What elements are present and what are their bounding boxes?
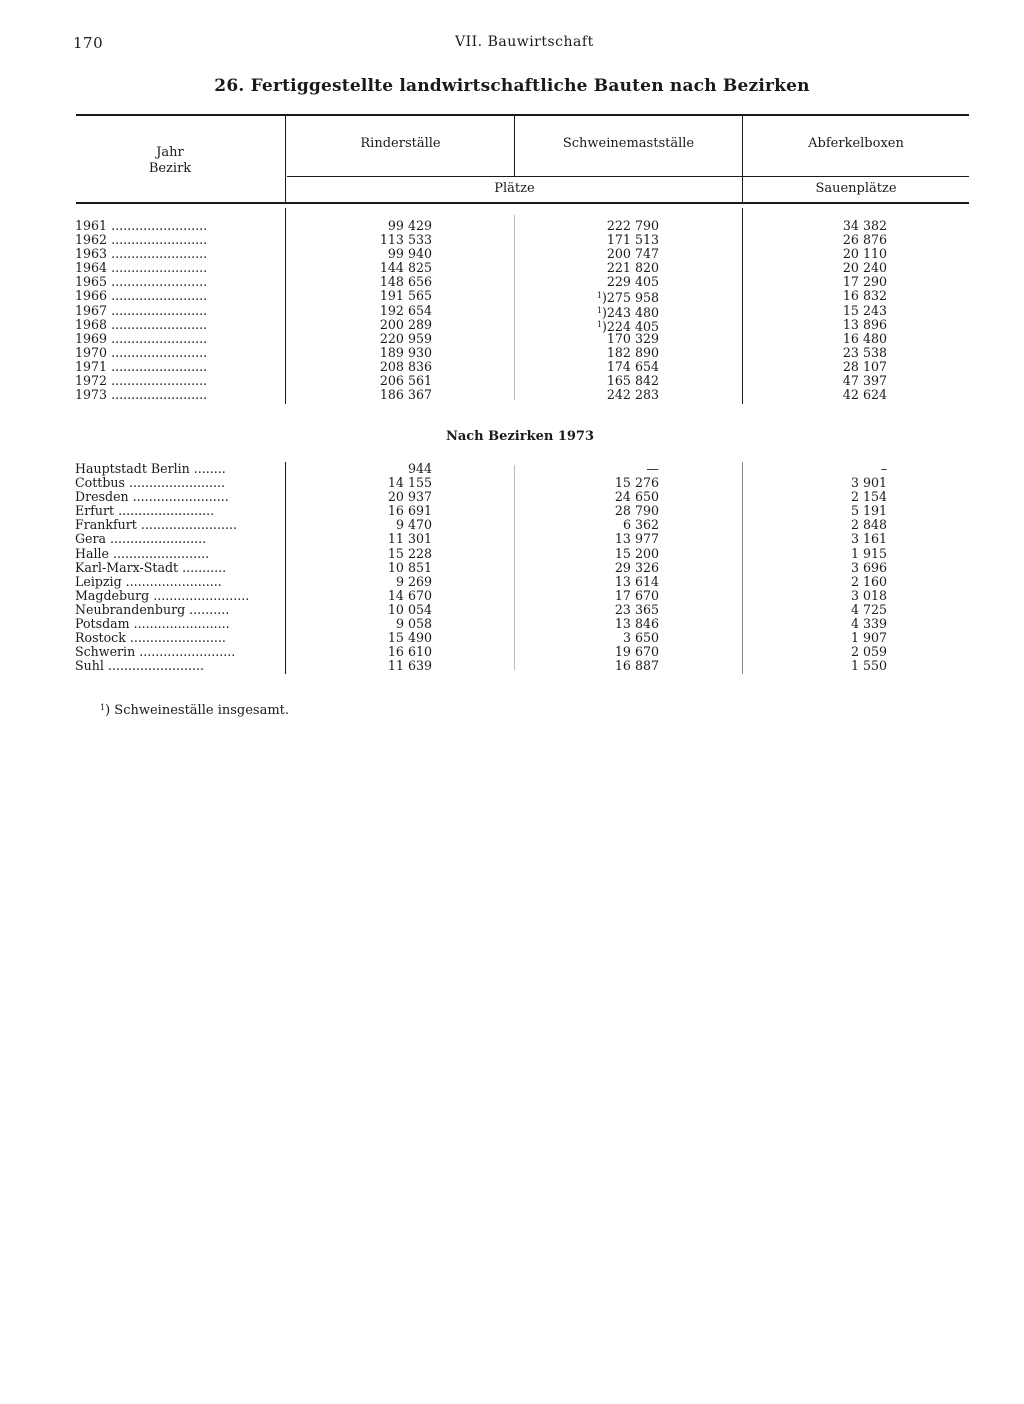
row-label: 1966 ........................: [75, 289, 208, 304]
pig-value: 174 654: [606, 358, 659, 374]
unit-header-places: Plätze: [494, 181, 535, 196]
cattle-value: 14 670: [387, 587, 432, 603]
table-row: [75, 532, 975, 546]
row-label: Potsdam ........................: [75, 617, 230, 632]
cattle-value: 11 639: [387, 658, 432, 674]
cattle-value: 200 289: [379, 316, 432, 332]
footnote-mark: 1: [100, 703, 106, 712]
row-label: 1971 ........................: [75, 359, 208, 374]
pig-value: 221 820: [606, 260, 659, 276]
farrowing-value: 42 624: [842, 387, 887, 403]
farrowing-value: 3 901: [850, 475, 887, 491]
pig-value: 171 513: [606, 232, 659, 248]
page-number: 170: [73, 34, 104, 52]
cattle-value: 14 155: [387, 475, 432, 491]
table-row: [75, 462, 975, 476]
farrowing-value: –: [880, 461, 887, 476]
table-row: [75, 388, 975, 402]
col-header-pig-fattening: Schweinemastställe: [562, 136, 695, 151]
cattle-value: 944: [407, 461, 432, 476]
pig-value: 17 670: [614, 587, 659, 603]
table-row: [75, 561, 975, 575]
districts-block: [75, 462, 975, 673]
table-row: [75, 603, 975, 617]
pig-value: 170 329: [606, 330, 659, 346]
farrowing-value: 5 191: [850, 503, 887, 519]
cattle-value: 220 959: [379, 330, 432, 346]
cattle-value: 9 470: [395, 517, 432, 533]
row-label: Leipzig ........................: [75, 574, 222, 589]
row-label: 1964 ........................: [75, 261, 208, 276]
table-row: [75, 476, 975, 490]
pig-value: 28 790: [614, 503, 659, 519]
row-label: Erfurt ........................: [75, 504, 215, 519]
row-label: 1970 ........................: [75, 345, 208, 360]
farrowing-value: 20 110: [842, 246, 887, 262]
row-label: 1967 ........................: [75, 303, 208, 318]
farrowing-value: 16 832: [842, 288, 887, 304]
row-label: Neubrandenburg ..........: [75, 602, 230, 617]
table-row: [75, 360, 975, 374]
table-title: 26. Fertiggestellte landwirtschaftliche Bauten nach Bezirken: [214, 76, 810, 96]
table-row: [75, 575, 975, 589]
pig-value: 23 365: [614, 601, 659, 617]
row-label: 1968 ........................: [75, 317, 208, 332]
table-row: [75, 504, 975, 518]
footnote-mark: 1: [596, 319, 602, 329]
farrowing-value: 20 240: [842, 260, 887, 276]
table-row: [75, 518, 975, 532]
pig-value: 19 670: [614, 644, 659, 660]
unit-rule: [287, 176, 969, 177]
farrowing-value: 28 107: [842, 358, 887, 374]
cattle-value: 208 836: [379, 358, 432, 374]
row-label: Frankfurt ........................: [75, 518, 237, 533]
cattle-value: 206 561: [379, 373, 432, 389]
row-label: Halle ........................: [75, 546, 210, 561]
table-row: [75, 374, 975, 388]
row-label: 1961 ........................: [75, 219, 208, 233]
farrowing-value: 23 538: [842, 344, 887, 360]
pig-value: 200 747: [606, 246, 659, 262]
pig-value: 3 650: [622, 630, 659, 646]
table-row: [75, 233, 975, 247]
cattle-value: 15 228: [387, 545, 432, 561]
stub-header-district: Bezirk: [148, 161, 192, 176]
row-label: Karl-Marx-Stadt ...........: [75, 560, 227, 575]
row-label: 1965 ........................: [75, 275, 208, 290]
cattle-value: 16 610: [387, 644, 432, 660]
row-label: Gera ........................: [75, 532, 207, 547]
table-row: [75, 617, 975, 631]
table-row: [75, 346, 975, 360]
table-row: [75, 332, 975, 346]
row-label: 1973 ........................: [75, 388, 208, 403]
cattle-value: 20 937: [387, 489, 432, 505]
row-label: 1969 ........................: [75, 331, 208, 346]
cattle-value: 113 533: [379, 232, 432, 248]
row-label: Dresden ........................: [75, 490, 229, 505]
pig-value: 15 276: [614, 475, 659, 491]
table-row: [75, 304, 975, 318]
farrowing-value: 1 907: [850, 630, 887, 646]
pig-value: 6 362: [622, 517, 659, 533]
table-row: [75, 659, 975, 673]
table-row: [75, 547, 975, 561]
farrowing-value: 1 550: [850, 658, 887, 674]
pig-value: 16 887: [614, 658, 659, 674]
stub-header: [120, 145, 220, 177]
farrowing-value: 3 696: [850, 559, 887, 575]
row-label: Hauptstadt Berlin ........: [75, 462, 226, 476]
pig-value: $^1$)224 405: [596, 318, 659, 334]
footnote-mark: 1: [596, 291, 602, 301]
pig-value: 15 200: [614, 545, 659, 561]
col-header-farrowing: Abferkelboxen: [808, 136, 904, 151]
farrowing-value: 47 397: [842, 373, 887, 389]
row-label: Rostock ........................: [75, 631, 226, 646]
pig-value: —: [646, 461, 659, 476]
farrowing-value: 13 896: [842, 316, 887, 332]
farrowing-value: 2 154: [850, 489, 887, 505]
farrowing-value: 2 160: [850, 573, 887, 589]
pig-value: 13 846: [614, 616, 659, 632]
row-label: 1972 ........................: [75, 374, 208, 389]
section-title: Nach Bezirken 1973: [445, 429, 595, 444]
running-head: VII. Bauwirtschaft: [455, 34, 594, 50]
pig-value: 222 790: [606, 218, 659, 233]
table-row: [75, 631, 975, 645]
footnote-text: ) Schweineställe insgesamt.: [105, 703, 290, 718]
cattle-value: 9 269: [395, 573, 432, 589]
pig-value: 182 890: [606, 344, 659, 360]
years-block: [75, 219, 975, 402]
footnote: [100, 703, 289, 718]
farrowing-value: 26 876: [842, 232, 887, 248]
farrowing-value: 1 915: [850, 545, 887, 561]
pig-value: 29 326: [614, 559, 659, 575]
pig-value: 229 405: [606, 274, 659, 290]
farrowing-value: 3 161: [850, 531, 887, 547]
row-label: Suhl ........................: [75, 659, 204, 674]
header-top-rule: [76, 114, 969, 116]
table-row: [75, 645, 975, 659]
cattle-value: 189 930: [379, 344, 432, 360]
row-label: Schwerin ........................: [75, 645, 236, 660]
farrowing-value: 2 059: [850, 644, 887, 660]
table-row: [75, 247, 975, 261]
farrowing-value: 2 848: [850, 517, 887, 533]
unit-header-sow-places: Sauenplätze: [815, 181, 897, 196]
pig-value: 13 614: [614, 573, 659, 589]
farrowing-value: 4 339: [850, 616, 887, 632]
row-label: 1963 ........................: [75, 247, 208, 262]
table-row: [75, 219, 975, 233]
farrowing-value: 15 243: [842, 302, 887, 318]
table-row: [75, 275, 975, 289]
cattle-value: 186 367: [379, 387, 432, 403]
pig-value: 13 977: [614, 531, 659, 547]
pig-value: 242 283: [606, 387, 659, 403]
pig-value: $^1$)243 480: [596, 304, 659, 320]
cattle-value: 192 654: [379, 302, 432, 318]
table-row: [75, 318, 975, 332]
cattle-value: 15 490: [387, 630, 432, 646]
cattle-value: 144 825: [379, 260, 432, 276]
row-label: Magdeburg ........................: [75, 588, 250, 603]
farrowing-value: 16 480: [842, 330, 887, 346]
farrowing-value: 34 382: [842, 218, 887, 233]
footnote-mark: 1: [596, 305, 602, 315]
farrowing-value: 3 018: [850, 587, 887, 603]
farrowing-value: 4 725: [850, 601, 887, 617]
table-row: [75, 288, 975, 306]
cattle-value: 10 851: [387, 559, 432, 575]
cattle-value: 9 058: [395, 616, 432, 632]
pig-value: $^1$)275 958: [596, 290, 659, 306]
pig-value: 24 650: [614, 489, 659, 505]
row-label: Cottbus ........................: [75, 476, 226, 491]
row-label: 1962 ........................: [75, 233, 208, 248]
pig-value: 165 842: [606, 373, 659, 389]
stub-divider: [285, 116, 286, 202]
cattle-value: 99 940: [387, 246, 432, 262]
col-header-cattle: Rinderställe: [360, 136, 441, 151]
cattle-value: 148 656: [379, 274, 432, 290]
farrowing-value: 17 290: [842, 274, 887, 290]
cattle-value: 16 691: [387, 503, 432, 519]
header-bottom-rule: [76, 202, 969, 204]
table-row: [75, 589, 975, 603]
cattle-value: 11 301: [387, 531, 432, 547]
cattle-value: 99 429: [387, 218, 432, 233]
table-row: [75, 261, 975, 275]
cattle-value: 10 054: [387, 601, 432, 617]
stub-header-year: Jahr: [156, 145, 184, 160]
table-row: [75, 490, 975, 504]
cattle-value: 191 565: [379, 288, 432, 304]
